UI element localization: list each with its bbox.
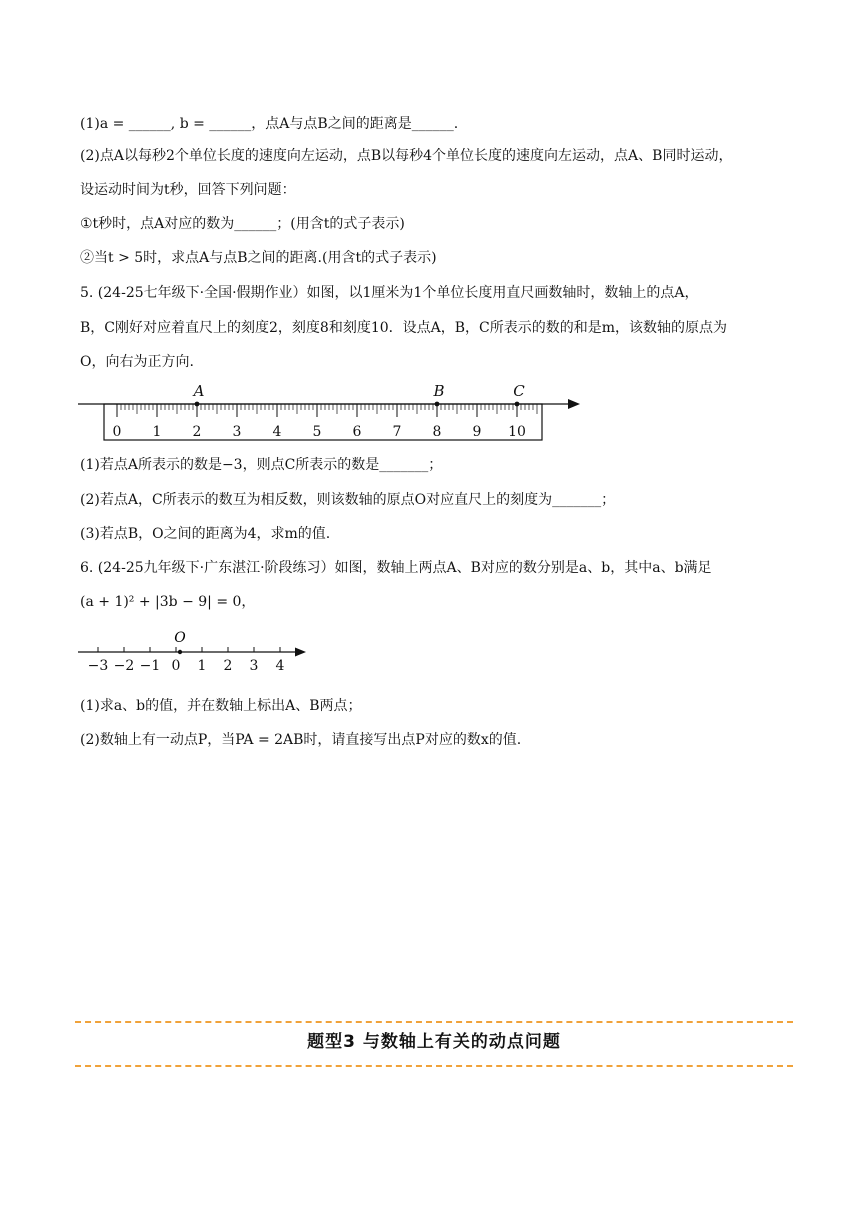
axis-arrow bbox=[568, 399, 580, 409]
ruler-tick-label: 5 bbox=[312, 424, 322, 440]
question-line: (1)若点A所表示的数是−3，则点C所表示的数是_______； bbox=[80, 457, 443, 473]
point-label-c: C bbox=[513, 382, 525, 400]
point-label-a: A bbox=[193, 382, 205, 400]
question-line: (2)点A以每秒2个单位长度的速度向左运动，点B以每秒4个单位长度的速度向左运动，点A、B同时运动， bbox=[80, 148, 733, 164]
bottom-dashed-divider bbox=[75, 1065, 793, 1067]
ruler-tick-label: 1 bbox=[152, 424, 162, 440]
top-dashed-divider bbox=[75, 1021, 793, 1023]
question-line: 5. (24-25七年级下·全国·假期作业）如图，以1厘米为1个单位长度用直尺画数轴时，数轴上的点A， bbox=[80, 285, 699, 301]
number-axis-figure bbox=[76, 628, 316, 674]
point-a bbox=[195, 402, 200, 407]
axis-tick-label: −1 bbox=[139, 658, 161, 674]
point-c bbox=[515, 402, 520, 407]
axis-tick-label: −2 bbox=[113, 658, 135, 674]
ruler-tick-label: 9 bbox=[472, 424, 482, 440]
axis-tick-label: 3 bbox=[249, 658, 259, 674]
ruler-tick-label: 2 bbox=[192, 424, 202, 440]
origin-label: O bbox=[174, 630, 186, 646]
axis-tick-label: 0 bbox=[171, 658, 181, 674]
axis-tick-label: 2 bbox=[223, 658, 233, 674]
origin-point bbox=[178, 650, 182, 654]
ruler-tick-labels bbox=[113, 424, 526, 440]
question-line: ①t秒时，点A对应的数为______；(用含t的式子表示) bbox=[80, 216, 405, 232]
question-line: (1)a = ______, b = ______，点A与点B之间的距离是______. bbox=[80, 116, 459, 132]
question-line: (2)若点A，C所表示的数互为相反数，则该数轴的原点O对应直尺上的刻度为_______； bbox=[80, 492, 616, 508]
axis-ticks bbox=[98, 647, 280, 652]
question-line: (3)若点B，O之间的距离为4，求m的值. bbox=[80, 526, 331, 542]
axis-tick-labels bbox=[88, 658, 285, 674]
question-line: (a + 1)² + |3b − 9| = 0， bbox=[80, 594, 256, 610]
point-b bbox=[435, 402, 440, 407]
ruler-tick-label: 6 bbox=[352, 424, 362, 440]
ruler-minor-ticks bbox=[117, 404, 537, 417]
ruler-tick-label: 7 bbox=[392, 424, 402, 440]
ruler-number-line-figure bbox=[70, 376, 590, 446]
ruler-tick-label: 10 bbox=[508, 424, 526, 440]
question-line: 6. (24-25九年级下·广东湛江·阶段练习）如图，数轴上两点A、B对应的数分别是a、b，其中a、b满足 bbox=[80, 560, 712, 576]
axis-tick-label: −3 bbox=[87, 658, 109, 674]
question-line: (1)求a、b的值，并在数轴上标出A、B两点； bbox=[80, 698, 362, 714]
section-title-band bbox=[75, 1015, 793, 1071]
axis-tick-label: 4 bbox=[275, 658, 285, 674]
ruler-tick-label: 8 bbox=[432, 424, 442, 440]
question-line: B，C刚好对应着直尺上的刻度2，刻度8和刻度10．设点A，B，C所表示的数的和是m，该数轴的原点为 bbox=[80, 320, 728, 336]
point-label-b: B bbox=[433, 382, 445, 400]
question-line: (2)数轴上有一动点P，当PA = 2AB时，请直接写出点P对应的数x的值. bbox=[80, 732, 522, 748]
question-line: 设运动时间为t秒，回答下列问题： bbox=[80, 182, 296, 198]
ruler-tick-label: 0 bbox=[112, 424, 122, 440]
question-line: ②当t > 5时，求点A与点B之间的距离.(用含t的式子表示) bbox=[80, 250, 437, 266]
axis-arrow bbox=[295, 648, 306, 657]
ruler-points bbox=[192, 382, 526, 406]
ruler-tick-label: 4 bbox=[272, 424, 282, 440]
ruler-tick-label: 3 bbox=[232, 424, 242, 440]
question-line: O，向右为正方向. bbox=[80, 354, 194, 370]
section-title: 题型3 与数轴上有关的动点问题 bbox=[307, 1032, 561, 1052]
axis-tick-label: 1 bbox=[197, 658, 207, 674]
